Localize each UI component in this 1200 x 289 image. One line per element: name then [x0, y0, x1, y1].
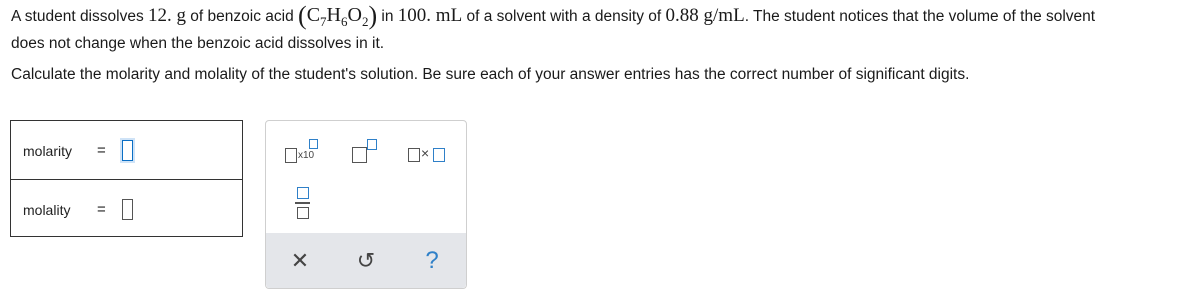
molality-row: [11, 179, 242, 238]
question-text: of a solvent with a density of: [462, 8, 666, 25]
question-text: A student dissolves: [11, 8, 148, 25]
left-box-icon: [408, 148, 420, 162]
question-text: of benzoic acid: [186, 8, 299, 25]
exponent-box-icon: [309, 139, 318, 149]
denominator-box-icon: [297, 207, 309, 219]
undo-button[interactable]: ↺: [356, 248, 376, 273]
multiply-icon: ×: [421, 145, 430, 161]
question-text: in: [377, 8, 398, 25]
molarity-input[interactable]: [122, 140, 133, 161]
numerator-box-icon: [297, 187, 309, 199]
question-line-2: does not change when the benzoic acid dissolves in it.: [11, 35, 385, 52]
clear-button[interactable]: ✕: [290, 248, 310, 273]
x10-label: x10: [298, 150, 315, 161]
equals-sign: =: [97, 142, 106, 159]
answer-table: [10, 120, 243, 237]
question-line-1: [11, 1, 1096, 30]
help-button[interactable]: ?: [425, 247, 439, 274]
question-instructions: Calculate the molarity and molality of the student's solution. Be sure each of your answer entries has the correct number of significant digits.: [11, 66, 970, 83]
density-value: 0.88 g/mL: [665, 5, 745, 26]
math-palette: [265, 120, 467, 289]
palette-action-bar: [266, 233, 466, 288]
molality-label: molality: [23, 202, 71, 218]
multiply-button[interactable]: [408, 143, 448, 163]
superscript-button[interactable]: [350, 137, 384, 165]
question-text: . The student notices that the volume of the solvent: [744, 8, 1096, 25]
equals-sign: =: [97, 201, 106, 218]
right-box-icon: [433, 148, 445, 162]
molality-input[interactable]: [122, 199, 133, 220]
scientific-notation-button[interactable]: [282, 137, 322, 165]
close-paren: ): [368, 1, 378, 30]
molarity-label: molarity: [23, 143, 73, 159]
fraction-bar-icon: [295, 202, 310, 204]
open-paren: (: [298, 1, 307, 30]
chemical-formula: $C_7H_6O_2$: [306, 4, 369, 29]
superscript-box-icon: [367, 139, 377, 150]
fraction-button[interactable]: [293, 181, 313, 223]
volume-value: 100. mL: [397, 5, 463, 26]
blank-box-icon: [285, 148, 297, 163]
base-box-icon: [352, 147, 367, 163]
mass-value: 12. g: [148, 5, 186, 26]
molarity-row: [11, 121, 242, 179]
